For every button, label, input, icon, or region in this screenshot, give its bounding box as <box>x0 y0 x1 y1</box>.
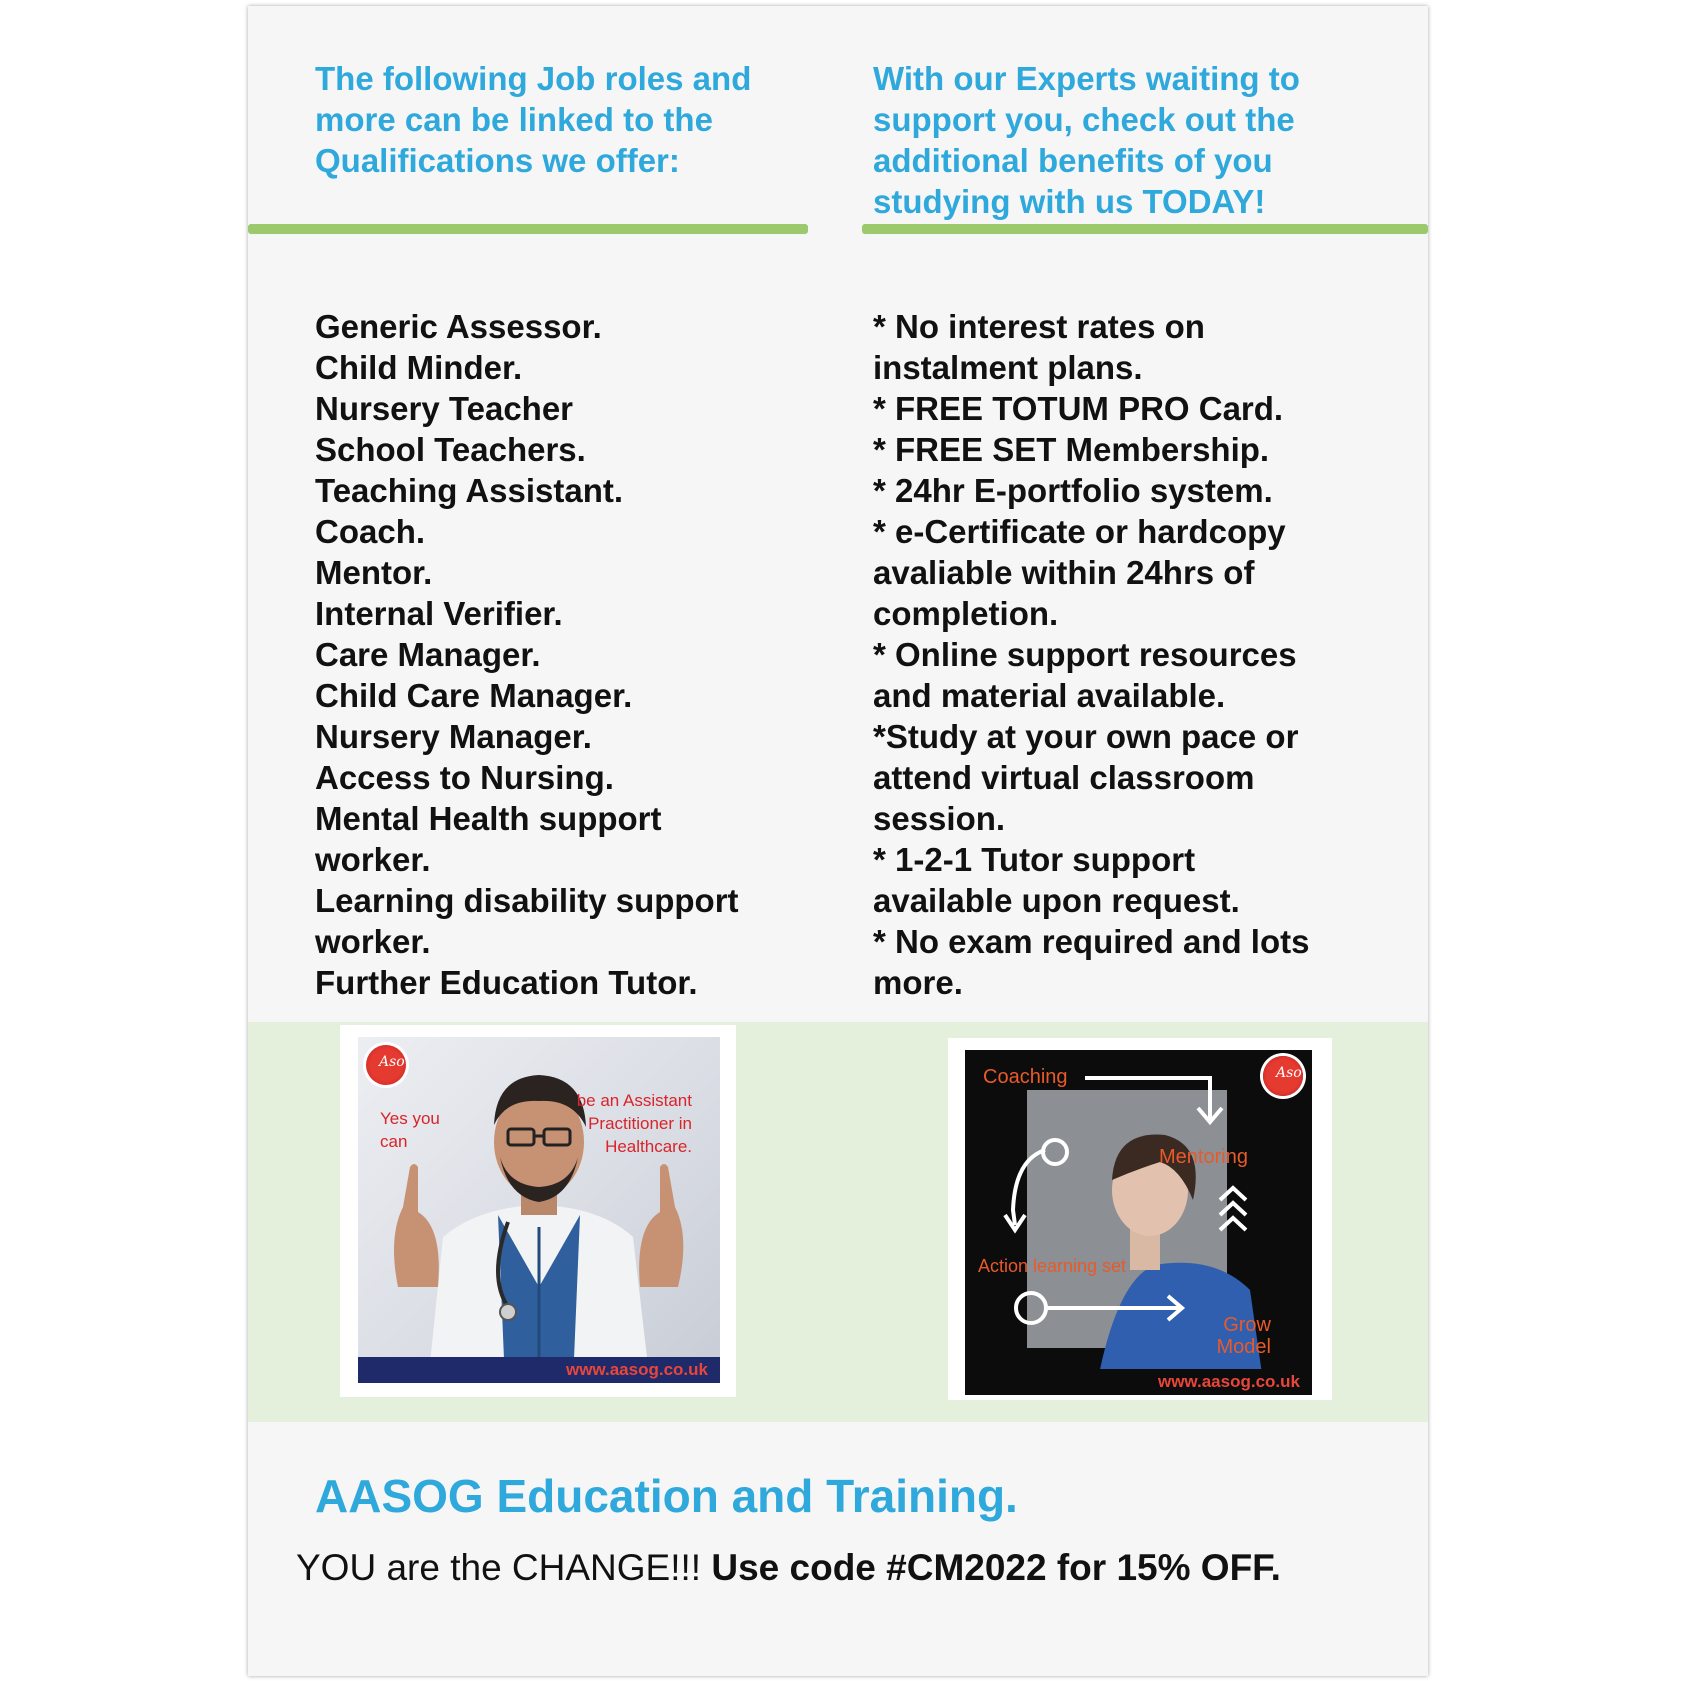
healthcare-promo-card <box>340 1025 736 1397</box>
list-item: * e-Certificate or hardcopy avaliable within 24hrs of completion. <box>873 513 1286 632</box>
promo-text-left: Yes you can <box>380 1109 440 1151</box>
list-item: Further Education Tutor. <box>315 964 698 1001</box>
list-item: Care Manager. <box>315 636 541 673</box>
list-item: Learning disability support worker. <box>315 882 739 960</box>
job-roles-heading: The following Job roles and more can be linked to the Qualifications we offer: <box>315 60 752 179</box>
promo-code-text: Use code #CM2022 for 15% OFF. <box>711 1547 1281 1588</box>
tagline <box>296 1546 1281 1590</box>
coaching-label: Coaching <box>983 1066 1068 1088</box>
list-item: Nursery Teacher <box>315 390 574 427</box>
brand-title: AASOG Education and Training. <box>315 1470 1018 1522</box>
list-item: Generic Assessor. <box>315 308 602 345</box>
promo-url: www.aasog.co.uk <box>965 1369 1312 1395</box>
list-item: *Study at your own pace or attend virtual classroom session. <box>873 718 1299 837</box>
logo-seal-icon: Aso <box>1263 1056 1303 1096</box>
list-item: Nursery Manager. <box>315 718 592 755</box>
coaching-promo-image <box>965 1050 1312 1395</box>
healthcare-promo-image <box>358 1037 720 1383</box>
left-divider <box>248 224 808 234</box>
coaching-promo-card <box>948 1038 1332 1400</box>
list-item: Teaching Assistant. <box>315 472 624 509</box>
list-item: Child Care Manager. <box>315 677 633 714</box>
grow-model-label: Grow Model <box>1216 1314 1271 1358</box>
mentoring-label: Mentoring <box>1159 1146 1248 1168</box>
right-divider <box>862 224 1428 234</box>
job-roles-list <box>315 306 815 1003</box>
list-item: Access to Nursing. <box>315 759 614 796</box>
list-item: * 1-2-1 Tutor support available upon request. <box>873 841 1240 919</box>
list-item: * No exam required and lots more. <box>873 923 1310 1001</box>
list-item: Mental Health support worker. <box>315 800 662 878</box>
list-item: School Teachers. <box>315 431 586 468</box>
benefits-heading: With our Experts waiting to support you, check out the additional benefits of you studying with us TODAY! <box>873 60 1300 220</box>
promo-url: www.aasog.co.uk <box>358 1357 720 1383</box>
list-item: * No interest rates on instalment plans. <box>873 308 1205 386</box>
logo-seal-icon: Aso <box>366 1045 406 1085</box>
list-item: Mentor. <box>315 554 433 591</box>
tagline-plain: YOU are the CHANGE!!! <box>296 1547 712 1588</box>
list-item: Child Minder. <box>315 349 523 386</box>
action-learning-label: Action learning set <box>977 1256 1127 1276</box>
flyer-page <box>248 6 1428 1676</box>
promo-text-right: be an Assistant Practitioner in Healthcare. <box>576 1091 692 1156</box>
list-item: * FREE TOTUM PRO Card. <box>873 390 1284 427</box>
list-item: Internal Verifier. <box>315 595 563 632</box>
list-item: * 24hr E-portfolio system. <box>873 472 1273 509</box>
list-item: * Online support resources and material available. <box>873 636 1297 714</box>
benefits-list <box>873 306 1393 1003</box>
list-item: Coach. <box>315 513 426 550</box>
list-item: * FREE SET Membership. <box>873 431 1270 468</box>
